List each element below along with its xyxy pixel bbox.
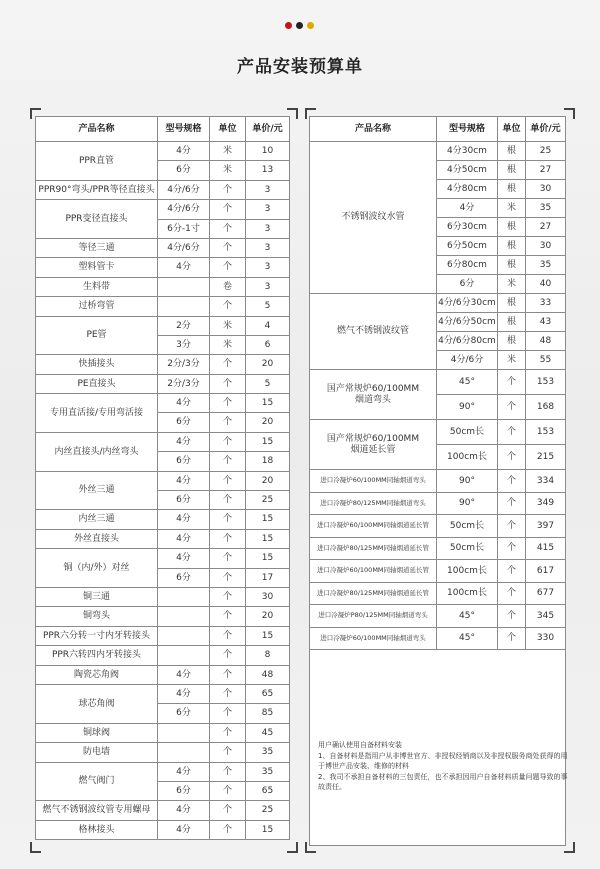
- price-cell: 48: [246, 665, 290, 684]
- table-row: [310, 537, 566, 560]
- table-row: [36, 607, 290, 626]
- spec-cell: 4分50cm: [437, 161, 498, 180]
- spec-cell: 6分: [158, 704, 210, 723]
- price-cell: 25: [526, 142, 566, 161]
- spec-cell: 2分/3分: [158, 374, 210, 393]
- price-cell: 20: [246, 355, 290, 374]
- table-row: [36, 684, 290, 703]
- unit-cell: 个: [498, 492, 526, 515]
- table-row: [310, 142, 566, 161]
- spec-cell: 4分: [158, 529, 210, 548]
- table-row: [36, 665, 290, 684]
- price-cell: 3: [246, 238, 290, 257]
- unit-cell: 根: [498, 180, 526, 199]
- col-header-name: 产品名称: [36, 117, 158, 142]
- page-title: 产品安装预算单: [237, 57, 363, 77]
- price-cell: 3: [246, 258, 290, 277]
- unit-cell: 个: [210, 394, 246, 413]
- unit-cell: 个: [210, 684, 246, 703]
- spec-cell: 4分/6分: [437, 351, 498, 370]
- unit-cell: 个: [210, 471, 246, 490]
- spec-cell: 4分: [158, 510, 210, 529]
- table-row: [310, 492, 566, 515]
- unit-cell: 米: [210, 316, 246, 335]
- price-cell: 3: [246, 180, 290, 199]
- price-cell: 17: [246, 568, 290, 587]
- spec-cell: 45°: [437, 605, 498, 628]
- table-row: [36, 820, 290, 839]
- table-row: [36, 355, 290, 374]
- table-row: [36, 549, 290, 568]
- table-row: [36, 277, 290, 296]
- unit-cell: 个: [210, 665, 246, 684]
- price-cell: 20: [246, 607, 290, 626]
- table-row: [36, 374, 290, 393]
- price-cell: 20: [246, 413, 290, 432]
- price-cell: 334: [526, 470, 566, 493]
- product-name-cell: 内丝直接头/内丝弯头: [36, 432, 158, 471]
- product-name-cell: 进口冷凝炉60/100MM同轴烟道延长管: [310, 515, 437, 538]
- product-name-cell: 燃气不锈钢波纹管专用螺母: [36, 801, 158, 820]
- spec-cell: 6分80cm: [437, 256, 498, 275]
- unit-cell: 个: [210, 801, 246, 820]
- table-row: [36, 394, 290, 413]
- table-row: [310, 294, 566, 313]
- price-cell: 153: [526, 370, 566, 395]
- table-row: [310, 470, 566, 493]
- unit-cell: 根: [498, 332, 526, 351]
- spec-cell: 90°: [437, 492, 498, 515]
- spec-cell: 3分: [158, 335, 210, 354]
- spec-cell: [158, 607, 210, 626]
- product-name-cell: PPR直管: [36, 142, 158, 181]
- spec-cell: 4分/6分50cm: [437, 313, 498, 332]
- corner-bracket-icon: [30, 842, 41, 853]
- product-name-cell: 等径三通: [36, 238, 158, 257]
- spec-cell: [158, 587, 210, 606]
- spec-cell: 6分: [158, 452, 210, 471]
- spec-cell: 4分: [158, 432, 210, 451]
- price-cell: 25: [246, 491, 290, 510]
- spec-cell: 2分: [158, 316, 210, 335]
- price-cell: 65: [246, 684, 290, 703]
- unit-cell: 个: [498, 370, 526, 395]
- unit-cell: 米: [210, 161, 246, 180]
- spec-cell: 50cm长: [437, 420, 498, 445]
- spec-cell: 6分: [158, 568, 210, 587]
- price-cell: 415: [526, 537, 566, 560]
- table-row: [310, 560, 566, 583]
- table-row: [36, 142, 290, 161]
- table-header-row: [36, 117, 290, 142]
- price-cell: 168: [526, 395, 566, 420]
- price-cell: 25: [246, 801, 290, 820]
- unit-cell: 米: [498, 351, 526, 370]
- col-header-spec: 型号规格: [158, 117, 210, 142]
- spec-cell: 4分/6分: [158, 238, 210, 257]
- spec-cell: 4分: [158, 394, 210, 413]
- unit-cell: 个: [210, 704, 246, 723]
- product-name-cell: 陶瓷芯角阀: [36, 665, 158, 684]
- col-header-price: 单价/元: [246, 117, 290, 142]
- unit-cell: 个: [210, 452, 246, 471]
- unit-cell: 米: [210, 142, 246, 161]
- col-header-spec: 型号规格: [437, 117, 498, 142]
- unit-cell: 米: [210, 335, 246, 354]
- red-dot: [285, 22, 292, 29]
- price-cell: 3: [246, 277, 290, 296]
- spec-cell: 100cm长: [437, 445, 498, 470]
- note-line: 用户确认使用自备材料安装: [318, 741, 402, 749]
- price-cell: 43: [526, 313, 566, 332]
- unit-cell: 根: [498, 313, 526, 332]
- corner-bracket-icon: [287, 842, 298, 853]
- product-name-cell: 生料带: [36, 277, 158, 296]
- unit-cell: 个: [210, 529, 246, 548]
- price-cell: 15: [246, 820, 290, 839]
- unit-cell: 个: [498, 470, 526, 493]
- unit-cell: 个: [210, 374, 246, 393]
- unit-cell: 个: [210, 180, 246, 199]
- price-cell: 677: [526, 582, 566, 605]
- price-cell: 48: [526, 332, 566, 351]
- price-cell: 15: [246, 626, 290, 645]
- price-cell: 8: [246, 646, 290, 665]
- table-row: [36, 297, 290, 316]
- price-cell: 13: [246, 161, 290, 180]
- spec-cell: 4分/6分: [158, 200, 210, 219]
- table-row: [310, 627, 566, 650]
- spec-cell: 6分: [158, 781, 210, 800]
- spec-cell: 4分: [437, 199, 498, 218]
- price-cell: 15: [246, 529, 290, 548]
- right-price-table: [309, 116, 566, 846]
- product-name-cell: PPR90°弯头/PPR等径直接头: [36, 180, 158, 199]
- product-name-cell: 过桥弯管: [36, 297, 158, 316]
- unit-cell: 个: [210, 413, 246, 432]
- spec-cell: 90°: [437, 470, 498, 493]
- unit-cell: 个: [210, 258, 246, 277]
- spec-cell: 2分/3分: [158, 355, 210, 374]
- unit-cell: 个: [210, 743, 246, 762]
- unit-cell: 米: [498, 199, 526, 218]
- unit-cell: 个: [210, 568, 246, 587]
- product-name-cell: 快插接头: [36, 355, 158, 374]
- unit-cell: 卷: [210, 277, 246, 296]
- table-row: [36, 258, 290, 277]
- product-name-cell: 不锈钢波纹水管: [310, 142, 437, 294]
- unit-cell: 个: [210, 219, 246, 238]
- table-row: [36, 762, 290, 781]
- notes-block: [318, 740, 573, 793]
- unit-cell: 个: [210, 510, 246, 529]
- table-row: [36, 200, 290, 219]
- unit-cell: 个: [210, 762, 246, 781]
- unit-cell: 个: [210, 238, 246, 257]
- spec-cell: 6分: [158, 161, 210, 180]
- unit-cell: 个: [498, 627, 526, 650]
- spec-cell: 4分: [158, 820, 210, 839]
- spec-cell: 100cm长: [437, 560, 498, 583]
- product-name-cell: 内丝三通: [36, 510, 158, 529]
- product-name-cell: 铜（内/外）对丝: [36, 549, 158, 588]
- product-name-cell: PPR六转四内牙转接头: [36, 646, 158, 665]
- price-cell: 85: [246, 704, 290, 723]
- product-name-cell: PPR变径直接头: [36, 200, 158, 239]
- product-name-cell: 外丝直接头: [36, 529, 158, 548]
- spec-cell: [158, 626, 210, 645]
- spec-cell: 4分: [158, 142, 210, 161]
- spec-cell: 100cm长: [437, 582, 498, 605]
- spec-cell: 6分: [158, 413, 210, 432]
- spec-cell: 45°: [437, 627, 498, 650]
- spec-cell: 4分: [158, 549, 210, 568]
- price-cell: 397: [526, 515, 566, 538]
- product-name-cell: 进口冷凝炉P80/125MM同轴烟道弯头: [310, 605, 437, 628]
- price-cell: 5: [246, 297, 290, 316]
- product-name-cell: 铜三通: [36, 587, 158, 606]
- price-cell: 345: [526, 605, 566, 628]
- unit-cell: 个: [210, 607, 246, 626]
- unit-cell: 个: [210, 781, 246, 800]
- unit-cell: 根: [498, 294, 526, 313]
- product-name-cell: 进口冷凝炉60/100MM同轴烟道弯头: [310, 470, 437, 493]
- spec-cell: 4分: [158, 762, 210, 781]
- unit-cell: 个: [210, 491, 246, 510]
- unit-cell: 个: [498, 445, 526, 470]
- black-dot: [296, 22, 303, 29]
- spec-cell: 4分80cm: [437, 180, 498, 199]
- price-cell: 330: [526, 627, 566, 650]
- table-row: [310, 582, 566, 605]
- unit-cell: 个: [498, 537, 526, 560]
- spec-cell: 4分: [158, 684, 210, 703]
- table-row: [36, 432, 290, 451]
- unit-cell: 根: [498, 142, 526, 161]
- note-line: 2、我司不承担自备材料的三包责任，也不承担因用户自备材料质量问题导致的事故责任。: [318, 772, 568, 791]
- product-name-cell: 球芯角阀: [36, 684, 158, 723]
- product-name-cell: 塑料管卡: [36, 258, 158, 277]
- col-header-unit: 单位: [498, 117, 526, 142]
- price-cell: 40: [526, 275, 566, 294]
- spec-cell: 4分/6分: [158, 180, 210, 199]
- unit-cell: 米: [498, 275, 526, 294]
- price-cell: 35: [246, 762, 290, 781]
- table-row: [36, 587, 290, 606]
- product-name-cell: PPR六分转一寸内牙转接头: [36, 626, 158, 645]
- price-cell: 30: [246, 587, 290, 606]
- header-dots: [285, 22, 314, 29]
- unit-cell: 个: [210, 626, 246, 645]
- table-row: [36, 723, 290, 742]
- product-name-cell: 进口冷凝炉80/125MM同轴烟道延长管: [310, 537, 437, 560]
- unit-cell: 个: [498, 420, 526, 445]
- col-header-unit: 单位: [210, 117, 246, 142]
- spec-cell: 4分: [158, 801, 210, 820]
- price-cell: 15: [246, 549, 290, 568]
- product-name-cell: 进口冷凝炉60/100MM同轴烟道延长管: [310, 560, 437, 583]
- spec-cell: [158, 277, 210, 296]
- left-price-table: [35, 116, 290, 840]
- spec-cell: 4分: [158, 665, 210, 684]
- price-cell: 65: [246, 781, 290, 800]
- table-header-row: [310, 117, 566, 142]
- spec-cell: 4分: [158, 471, 210, 490]
- unit-cell: 个: [498, 395, 526, 420]
- price-cell: 30: [526, 237, 566, 256]
- price-cell: 6: [246, 335, 290, 354]
- table-row: [310, 370, 566, 395]
- product-name-cell: 外丝三通: [36, 471, 158, 510]
- spec-cell: 4分/6分80cm: [437, 332, 498, 351]
- price-cell: 215: [526, 445, 566, 470]
- price-cell: 18: [246, 452, 290, 471]
- price-cell: 27: [526, 161, 566, 180]
- product-name-cell: 国产常规炉60/100MM 烟道延长管: [310, 420, 437, 470]
- unit-cell: 个: [210, 723, 246, 742]
- unit-cell: 个: [498, 582, 526, 605]
- product-name-cell: 进口冷凝炉80/125MM同轴烟道延长管: [310, 582, 437, 605]
- price-cell: 617: [526, 560, 566, 583]
- spec-cell: [158, 743, 210, 762]
- table-row: [36, 510, 290, 529]
- price-cell: 55: [526, 351, 566, 370]
- spec-cell: 4分/6分30cm: [437, 294, 498, 313]
- unit-cell: 个: [210, 587, 246, 606]
- note-line: 1、自备材料是指用户从非博世官方、非授权经销商以及非授权服务商处获得的用于博世产品安装、维修的材料: [318, 751, 568, 770]
- price-cell: 30: [526, 180, 566, 199]
- spec-cell: [158, 723, 210, 742]
- spec-cell: 50cm长: [437, 515, 498, 538]
- product-name-cell: 防电墙: [36, 743, 158, 762]
- price-cell: 15: [246, 394, 290, 413]
- spec-cell: 50cm长: [437, 537, 498, 560]
- price-cell: 15: [246, 432, 290, 451]
- price-cell: 20: [246, 471, 290, 490]
- spec-cell: 6分50cm: [437, 237, 498, 256]
- table-row: [36, 316, 290, 335]
- table-row: [36, 646, 290, 665]
- spec-cell: 6分: [158, 491, 210, 510]
- table-row: [36, 529, 290, 548]
- col-header-name: 产品名称: [310, 117, 437, 142]
- table-row: [36, 180, 290, 199]
- price-cell: 349: [526, 492, 566, 515]
- table-row: [36, 743, 290, 762]
- unit-cell: 个: [210, 432, 246, 451]
- unit-cell: 个: [210, 297, 246, 316]
- price-cell: 45: [246, 723, 290, 742]
- spec-cell: 4分: [158, 258, 210, 277]
- price-cell: 3: [246, 200, 290, 219]
- spec-cell: 6分30cm: [437, 218, 498, 237]
- price-cell: 15: [246, 510, 290, 529]
- price-cell: 35: [526, 256, 566, 275]
- unit-cell: 根: [498, 218, 526, 237]
- product-name-cell: 铜弯头: [36, 607, 158, 626]
- price-cell: 3: [246, 219, 290, 238]
- product-name-cell: 进口冷凝炉80/125MM同轴烟道弯头: [310, 492, 437, 515]
- price-cell: 153: [526, 420, 566, 445]
- unit-cell: 个: [210, 549, 246, 568]
- product-name-cell: 铜球阀: [36, 723, 158, 742]
- price-cell: 4: [246, 316, 290, 335]
- unit-cell: 根: [498, 256, 526, 275]
- product-name-cell: PE管: [36, 316, 158, 355]
- product-name-cell: 格林接头: [36, 820, 158, 839]
- unit-cell: 个: [210, 200, 246, 219]
- product-name-cell: 国产常规炉60/100MM 烟道弯头: [310, 370, 437, 420]
- product-name-cell: 燃气阀门: [36, 762, 158, 801]
- unit-cell: 个: [498, 515, 526, 538]
- unit-cell: 个: [210, 355, 246, 374]
- unit-cell: 根: [498, 161, 526, 180]
- product-name-cell: 进口冷凝炉60/100MM同轴烟道弯头: [310, 627, 437, 650]
- unit-cell: 个: [210, 820, 246, 839]
- price-cell: 35: [526, 199, 566, 218]
- table-row: [310, 605, 566, 628]
- table-row: [310, 420, 566, 445]
- price-cell: 33: [526, 294, 566, 313]
- spec-cell: 45°: [437, 370, 498, 395]
- table-row: [36, 238, 290, 257]
- table-row: [36, 801, 290, 820]
- spec-cell: 90°: [437, 395, 498, 420]
- product-name-cell: PE直接头: [36, 374, 158, 393]
- unit-cell: 根: [498, 237, 526, 256]
- unit-cell: 个: [498, 605, 526, 628]
- product-name-cell: 燃气不锈钢波纹管: [310, 294, 437, 370]
- table-row: [36, 626, 290, 645]
- table-row: [36, 471, 290, 490]
- price-cell: 27: [526, 218, 566, 237]
- spec-cell: 4分30cm: [437, 142, 498, 161]
- spec-cell: 6分-1寸: [158, 219, 210, 238]
- unit-cell: 个: [210, 646, 246, 665]
- unit-cell: 个: [498, 560, 526, 583]
- yellow-dot: [307, 22, 314, 29]
- price-cell: 35: [246, 743, 290, 762]
- table-row: [310, 515, 566, 538]
- product-name-cell: 专用直活接/专用弯活接: [36, 394, 158, 433]
- spec-cell: 6分: [437, 275, 498, 294]
- price-cell: 10: [246, 142, 290, 161]
- col-header-price: 单价/元: [526, 117, 566, 142]
- spec-cell: [158, 297, 210, 316]
- spec-cell: [158, 646, 210, 665]
- price-cell: 5: [246, 374, 290, 393]
